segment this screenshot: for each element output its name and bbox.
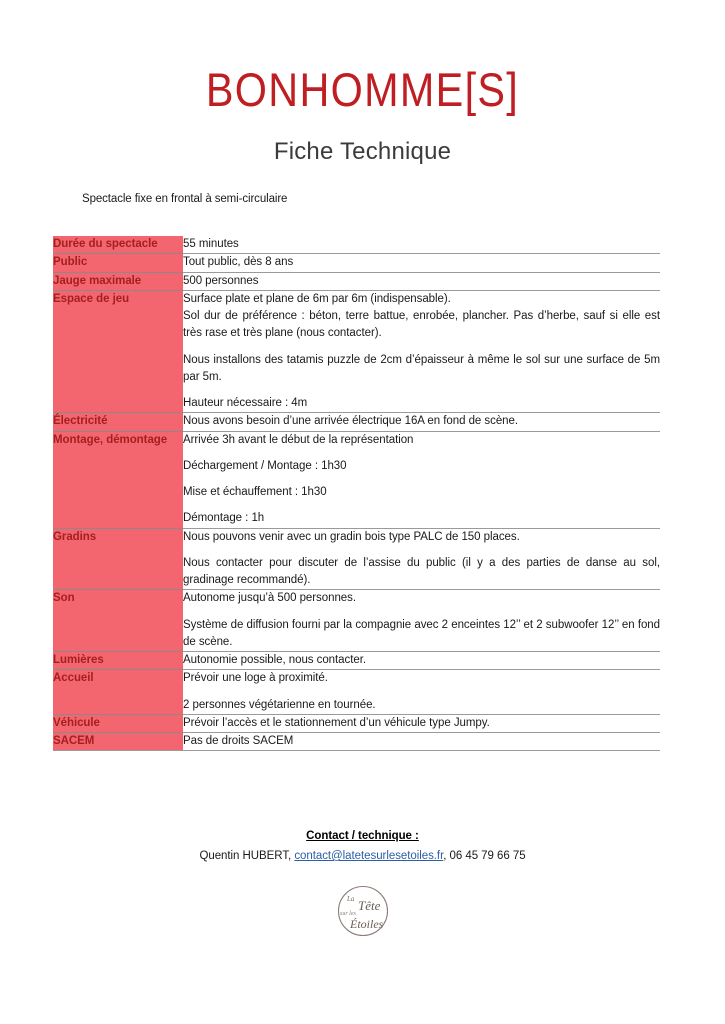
page-subtitle: Fiche Technique (273, 138, 452, 165)
company-logo (0, 884, 725, 938)
contact-heading: Contact / technique : (306, 830, 419, 842)
logo-text-la: La (346, 895, 354, 903)
value-paragraph: Autonomie possible, nous contacter. (183, 654, 367, 666)
value-paragraph: Nous contacter pour discuter de l’assise du public (il y a des parties de danse au sol, gradinage recommandé). (183, 556, 660, 586)
value-paragraph: 55 minutes (183, 238, 239, 250)
table-row (53, 413, 660, 431)
value-paragraph: 500 personnes (183, 274, 259, 287)
show-format-tagline: Spectacle fixe en frontal à semi-circulaire (82, 193, 288, 205)
value-paragraph: Arrivée 3h avant le début de la représentation (183, 433, 414, 446)
value-paragraph: Pas de droits SACEM (183, 735, 294, 747)
row-value-son (183, 590, 660, 652)
la-tete-sur-les-etoiles-stamp-icon (334, 884, 392, 938)
value-paragraph: Nous avons besoin d’une arrivée électrique 16A en fond de scène. (183, 415, 519, 428)
table-row (53, 733, 660, 751)
row-value-duree-du-spectacle (183, 236, 660, 254)
row-value-lumieres (183, 652, 660, 670)
table-row (53, 528, 660, 590)
row-label-duree-du-spectacle: Durée du spectacle (53, 236, 183, 254)
value-paragraph: Nous installons des tatamis puzzle de 2cm d’épaisseur à même le sol sur une surface de 5m par 5m. (183, 353, 660, 383)
value-paragraph: Système de diffusion fourni par la compagnie avec 2 enceintes 12’’ et 2 subwoofer 12’’ en fond de scène. (183, 618, 660, 648)
row-value-espace-de-jeu (183, 290, 660, 413)
row-label-public: Public (53, 254, 183, 272)
contact-details (0, 842, 725, 862)
table-row (53, 236, 660, 254)
page-title: BONHOMME[S] (205, 63, 520, 116)
row-label-vehicule: Véhicule (53, 714, 183, 732)
contact-footer (0, 830, 725, 862)
table-row (53, 272, 660, 290)
table-row (53, 714, 660, 732)
table-row (53, 670, 660, 715)
table-row (53, 590, 660, 652)
value-paragraph: Surface plate et plane de 6m par 6m (indispensable). (183, 292, 451, 305)
value-paragraph: 2 personnes végétarienne en tournée. (183, 698, 376, 711)
row-label-son: Son (53, 590, 183, 652)
logo-text-tete: Tête (357, 898, 380, 913)
value-paragraph: Sol dur de préférence : béton, terre battue, enrobée, plancher. Pas d’herbe, sauf si elle est très rase et très plane (nous contacter). (183, 310, 660, 340)
logo-text-sur-les: sur les (339, 911, 356, 917)
table-row (53, 652, 660, 670)
row-label-gradins: Gradins (53, 528, 183, 590)
row-label-sacem: SACEM (53, 733, 183, 751)
row-label-espace-de-jeu: Espace de jeu (53, 290, 183, 413)
value-paragraph: Mise et échauffement : 1h30 (183, 486, 327, 498)
row-value-electricite (183, 413, 660, 431)
contact-name: Quentin HUBERT, (199, 850, 292, 862)
value-paragraph: Autonome jusqu’à 500 personnes. (183, 592, 356, 605)
row-value-sacem (183, 733, 660, 751)
row-value-jauge-maximale (183, 272, 660, 290)
contact-email-link[interactable]: contact@latetesurlesetoiles.fr (294, 850, 444, 862)
table-row (53, 431, 660, 528)
row-value-accueil (183, 670, 660, 715)
row-label-accueil: Accueil (53, 670, 183, 715)
contact-phone: , 06 45 79 66 75 (443, 850, 526, 862)
value-paragraph: Démontage : 1h (183, 512, 265, 525)
row-value-gradins (183, 528, 660, 590)
value-paragraph: Prévoir l’accès et le stationnement d’un véhicule type Jumpy. (183, 716, 490, 729)
technical-spec-table (53, 236, 660, 751)
row-label-jauge-maximale: Jauge maximale (53, 272, 183, 290)
row-value-public (183, 254, 660, 272)
value-paragraph: Tout public, dès 8 ans (183, 256, 294, 269)
table-row (53, 254, 660, 272)
row-label-montage-demontage: Montage, démontage (53, 431, 183, 528)
table-row (53, 290, 660, 413)
row-label-electricite: Électricité (53, 413, 183, 431)
value-paragraph: Nous pouvons venir avec un gradin bois type PALC de 150 places. (183, 530, 520, 543)
row-label-lumieres: Lumières (53, 652, 183, 670)
value-paragraph: Hauteur nécessaire : 4m (183, 397, 308, 409)
row-value-montage-demontage (183, 431, 660, 528)
technical-spec-table-body (53, 236, 660, 751)
row-value-vehicule (183, 714, 660, 732)
value-paragraph: Prévoir une loge à proximité. (183, 672, 328, 685)
value-paragraph: Déchargement / Montage : 1h30 (183, 459, 347, 472)
logo-text-etoiles: Étoiles (349, 917, 383, 931)
